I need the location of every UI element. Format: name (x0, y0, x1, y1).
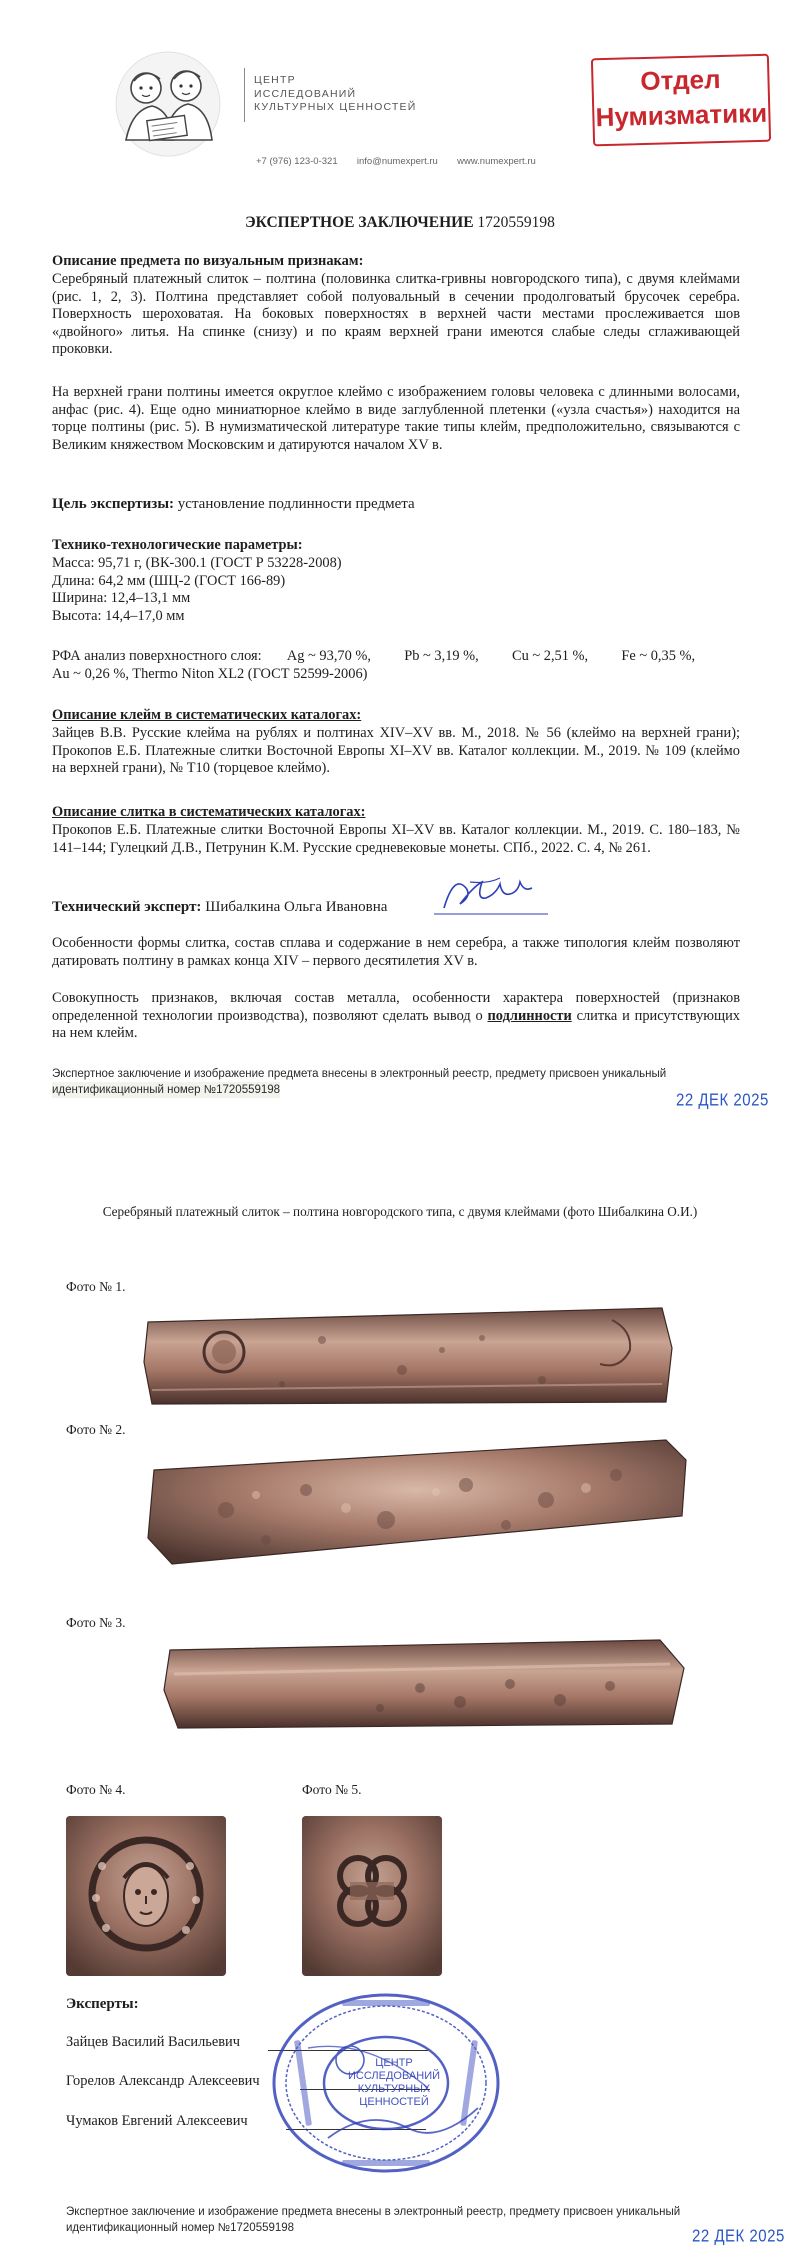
contacts (256, 156, 536, 167)
xrf-line-2: Au ~ 0,26 %, Thermo Niton XL2 (ГОСТ 52599-2006) (52, 666, 368, 682)
registry-1-text-1: Экспертное заключение и изображение предмета внесены в электронный реестр, предмету присвоен уникальный (52, 1068, 667, 1080)
param-length: Длина: 64,2 мм (ШЦ-2 (ГОСТ 166-89) (52, 572, 286, 589)
children-reading-logo-icon (104, 48, 232, 160)
phone-text: +7 (976) 123-0-321 (256, 156, 338, 167)
technical-expert (52, 899, 740, 917)
seal-inner-line-2: ИССЛЕДОВАНИЙ (347, 2070, 441, 2082)
registry-1-text-2: идентификационный номер №1720559198 (52, 1084, 281, 1096)
seal-inner-line-4: ЦЕННОСТЕЙ (359, 2096, 429, 2108)
params-heading: Технико-технологические параметры: (52, 537, 303, 553)
xrf-pb: Pb ~ 3,19 %, (404, 648, 479, 664)
org-line-2: ИССЛЕДОВАНИЙ (254, 87, 357, 100)
title-text: ЭКСПЕРТНОЕ ЗАКЛЮЧЕНИЕ (245, 214, 474, 231)
xrf-label: РФА анализ поверхностного слоя: (52, 648, 262, 664)
conclusion-key: подлинности (487, 1007, 572, 1024)
ingot-photo-2 (146, 1430, 694, 1572)
seal-inner-line-1: ЦЕНТР (375, 2057, 413, 2069)
stamp-line-1: Отдел (640, 63, 721, 97)
stamps-catalog-text: Зайцев В.В. Русские клейма на рублях и полтинах XIV–XV вв. М., 2018. № 56 (клеймо на верхней грани); Прокопов Е.Б. Платежные слитки Восточной Европы XI–XV вв. Каталог коллекции. М., 2019. № 109 (клеймо на верхней грани), № T10 (торцевое клеймо). (52, 725, 740, 777)
stamp-face-photo (66, 1816, 226, 1976)
xrf-line-1 (52, 648, 740, 666)
ingot-catalog-text: Прокопов Е.Б. Платежные слитки Восточной Европы XI–XV вв. Каталог коллекции. М., 2019. С. 180–183, № 141–144; Гулецкий Д.В., Петрунин К.М. Русские средневековые монеты. СПб., 2022. С. 4, № 261. (52, 822, 740, 856)
header-logo (104, 48, 232, 160)
param-width: Ширина: 12,4–13,1 мм (52, 590, 191, 607)
header-divider (244, 68, 245, 122)
registry-2-text-1: Экспертное заключение и изображение предмета внесены в электронный реестр, предмету присвоен уникальный (66, 2206, 681, 2218)
ingot-photo-3 (160, 1628, 690, 1734)
stamp-line-2: Нумизматики (595, 97, 768, 133)
xrf-ag: Ag ~ 93,70 %, (286, 648, 371, 664)
dating-paragraph: Особенности формы слитка, состав сплава и содержание в нем серебра, а также типология клейм позволяют датировать полтину в рамках конца XIV – первого десятилетия XV в. (52, 935, 740, 969)
stamp-knot-photo (302, 1816, 442, 1976)
goal-line (52, 496, 740, 514)
registry-1-date: 22 ДЕК 2025 (676, 1090, 769, 1111)
org-line-1: ЦЕНТР (254, 74, 296, 86)
photo-1-label: Фото № 1. (66, 1279, 126, 1294)
page-title (0, 214, 800, 232)
visual-paragraph-1: Серебряный платежный слиток – полтина (половинка слитка-гривны новгородского типа), с двумя клеймами (рис. 1, 2, 3). Полтина представляет собой полуовальный в сечении продолговатый брусочек серебра. Поверхность шероховатая. На боковых поверхностях в верхней части местами прослеживается шов «двойного» литья. На спинке (снизу) и по краям верхней грани имеются слабые следы сглаживающей проковки. (52, 271, 740, 358)
registry-notice-1 (52, 1066, 752, 1098)
registry-2-date: 22 ДЕК 2025 (692, 2226, 785, 2247)
stamps-catalog-heading: Описание клейм в систематических каталогах: (52, 707, 362, 723)
signature-icon (430, 872, 550, 922)
round-seal-icon (268, 1988, 504, 2178)
ingot-photo-1 (142, 1300, 676, 1408)
param-height: Высота: 14,4–17,0 мм (52, 607, 185, 624)
registry-2-text-2: идентификационный номер №1720559198 (66, 2222, 295, 2234)
department-stamp (591, 54, 771, 147)
conclusion-after: слитка и присутствующих на нем клейм. (52, 1007, 740, 1042)
visual-paragraph-2: На верхней грани полтины имеется округлое клеймо с изображением головы человека с длинными волосами, анфас (рис. 4). Еще одно миниатюрное клеймо в виде заглубленной плетенки («узла счастья») находится на торце полтины (рис. 5). В нумизматической литературе такие типы клейм, предположительно, связываются с Великим княжеством Московским и датируются началом XV в. (52, 384, 740, 453)
param-mass: Масса: 95,71 г, (ВК-300.1 (ГОСТ Р 53228-2008) (52, 555, 342, 571)
registry-notice-2 (66, 2204, 766, 2236)
conclusion-before: Совокупность признаков, включая состав металла, особенности характера поверхностей (признаков определенной технологии производства), позволяют сделать вывод о (52, 990, 740, 1024)
site-link[interactable]: www.numexpert.ru (457, 156, 536, 167)
doc-number: 1720559198 (477, 214, 555, 231)
expert-3-name: Чумаков Евгений Алексеевич (66, 2113, 248, 2129)
expert-name: Шибалкина Ольга Ивановна (205, 899, 388, 915)
org-name (254, 74, 416, 115)
goal-text: установление подлинности предмета (177, 496, 415, 512)
expert-2-name: Горелов Александр Алексеевич (66, 2073, 260, 2089)
params-lines (52, 555, 740, 625)
xrf-cu: Cu ~ 2,51 %, (511, 648, 589, 664)
photo-caption: Серебряный платежный слиток – полтина новгородского типа, с двумя клеймами (фото Шибалкина О.И.) (102, 1204, 698, 1219)
photo-3-label: Фото № 3. (66, 1615, 126, 1630)
visual-heading: Описание предмета по визуальным признакам: (52, 253, 364, 269)
ingot-catalog-heading: Описание слитка в систематических каталогах: (52, 804, 366, 820)
org-line-3: КУЛЬТУРНЫХ ЦЕННОСТЕЙ (254, 101, 417, 113)
experts-heading: Эксперты: (66, 1996, 139, 2012)
photo-4-label: Фото № 4. (66, 1782, 126, 1797)
expert-1-name: Зайцев Василий Васильевич (66, 2034, 240, 2050)
photo-5-label: Фото № 5. (302, 1782, 362, 1797)
email-link[interactable]: info@numexpert.ru (356, 156, 438, 167)
expert-label: Технический эксперт: (52, 899, 202, 915)
goal-label: Цель экспертизы: (52, 496, 175, 512)
xrf-fe: Fe ~ 0,35 %, (621, 648, 696, 664)
conclusion-paragraph (52, 990, 740, 1043)
seal-inner-line-3: КУЛЬТУРНЫХ (357, 2083, 431, 2095)
photo-2-label: Фото № 2. (66, 1422, 126, 1437)
